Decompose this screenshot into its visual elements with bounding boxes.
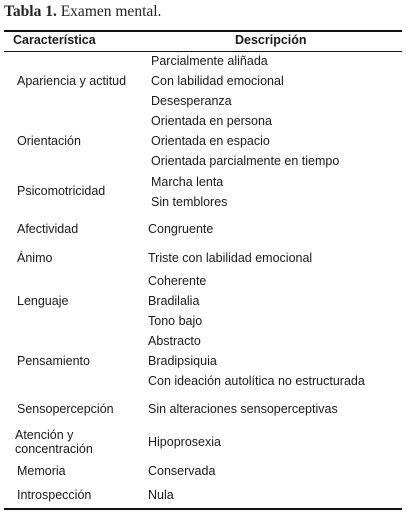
row-description: Abstracto Bradipsiquia Con ideación autolítica no estructurada — [148, 334, 365, 388]
table-number: Tabla 1. — [4, 3, 57, 20]
row-label: Lenguaje — [17, 294, 69, 308]
top-rule — [4, 30, 402, 32]
row-description: Coherente Bradilalia Tono bajo — [148, 274, 207, 328]
header-descripcion: Descripción — [235, 33, 307, 47]
row-description: Marcha lenta Sin temblores — [151, 175, 228, 209]
row-label: Atención y concentración — [15, 428, 93, 456]
row-label: Apariencia y actitud — [17, 74, 127, 88]
row-description: Orientada en persona Orientada en espacio Orientada parcialmente en tiempo — [151, 114, 340, 168]
row-description: Parcialmente aliñada Con labilidad emocional Desesperanza — [151, 54, 284, 108]
row-label: Pensamiento — [17, 354, 90, 368]
row-description: Conservada — [148, 464, 216, 478]
row-label: Orientación — [17, 134, 81, 148]
row-description: Congruente — [148, 222, 214, 236]
row-label: Psicomotricidad — [17, 184, 106, 198]
bottom-rule — [4, 508, 402, 510]
row-label: Ánimo — [17, 251, 53, 265]
row-label: Afectividad — [17, 222, 79, 236]
row-label: Memoria — [17, 464, 66, 478]
table-title — [4, 3, 161, 21]
row-label: Sensopercepción — [17, 402, 114, 416]
row-description: Sin alteraciones sensoperceptivas — [148, 402, 338, 416]
row-description: Nula — [148, 488, 174, 502]
table-caption: Examen mental. — [56, 3, 162, 20]
row-label: Introspección — [17, 488, 92, 502]
row-description: Triste con labilidad emocional — [148, 251, 313, 265]
header-caracteristica: Característica — [13, 33, 96, 47]
row-description: Hipoprosexia — [148, 435, 221, 449]
